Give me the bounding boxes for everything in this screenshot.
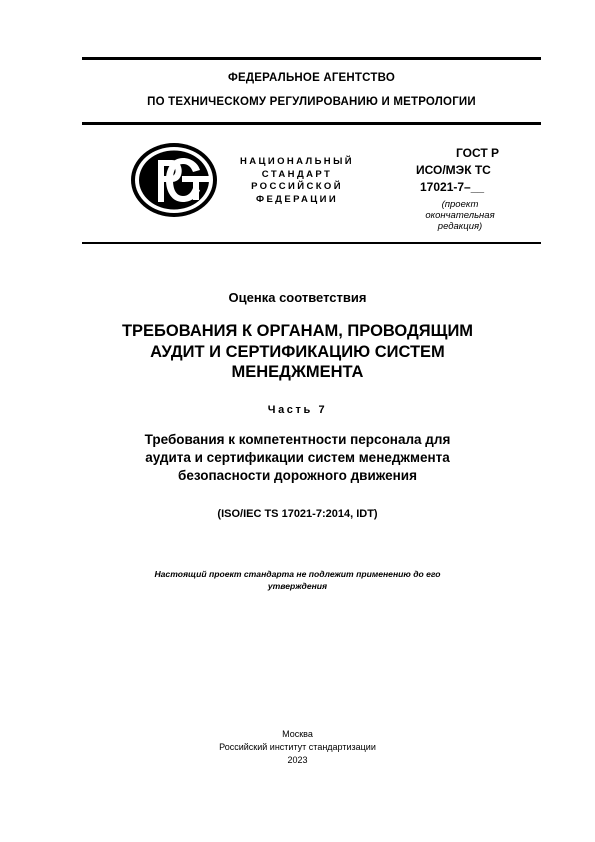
standard-type-line: РОССИЙСКОЙ — [251, 181, 343, 192]
designation-line-2: ИСО/МЭК ТС — [416, 163, 491, 177]
main-title — [60, 321, 535, 383]
agency-line-2: ПО ТЕХНИЧЕСКОМУ РЕГУЛИРОВАНИЮ И МЕТРОЛОГИИ — [147, 96, 476, 108]
part-label: Часть 7 — [267, 404, 328, 416]
general-title: Оценка соответствия — [228, 290, 367, 305]
subtitle-line: Требования к компетентности персонала для — [144, 432, 451, 447]
draft-note-line: утверждения — [267, 581, 328, 591]
standard-type-line: ФЕДЕРАЦИИ — [255, 193, 339, 205]
header-bottom-rule — [82, 242, 541, 244]
draft-status — [410, 199, 510, 232]
top-rule — [82, 57, 541, 60]
draft-status-line: окончательная — [425, 210, 495, 221]
standard-type-line: НАЦИОНАЛЬНЫЙ — [240, 156, 354, 167]
subtitle — [60, 431, 535, 485]
footer — [100, 728, 495, 767]
standard-type-line: СТАНДАРТ — [261, 168, 333, 180]
agency-rule — [82, 122, 541, 125]
subtitle-line: аудита и сертификации систем менеджмента — [145, 450, 450, 465]
draft-note-line: Настоящий проект стандарта не подлежит применению до его — [154, 569, 441, 579]
designation-line-3: 17021-7–__ — [420, 180, 485, 194]
agency-line-1: ФЕДЕРАЛЬНОЕ АГЕНТСТВО — [228, 72, 395, 84]
draft-status-line: редакция) — [437, 221, 483, 232]
footer-year: 2023 — [287, 755, 308, 765]
footer-city: Москва — [282, 729, 313, 739]
identity-label: (ISO/IEC TS 17021-7:2014, IDT) — [217, 508, 378, 520]
draft-note — [100, 568, 495, 592]
main-title-line: МЕНЕДЖМЕНТА — [231, 363, 364, 381]
standard-type — [222, 156, 372, 206]
footer-publisher: Российский институт стандартизации — [219, 742, 376, 752]
main-title-line: АУДИТ И СЕРТИФИКАЦИЮ СИСТЕМ — [150, 342, 445, 361]
rst-logo-icon — [128, 140, 220, 220]
main-title-line: ТРЕБОВАНИЯ К ОРГАНАМ, ПРОВОДЯЩИМ — [121, 322, 474, 340]
draft-status-line: (проект — [441, 199, 479, 210]
subtitle-line: безопасности дорожного движения — [178, 468, 417, 483]
designation-line-1: ГОСТ Р — [456, 146, 500, 160]
